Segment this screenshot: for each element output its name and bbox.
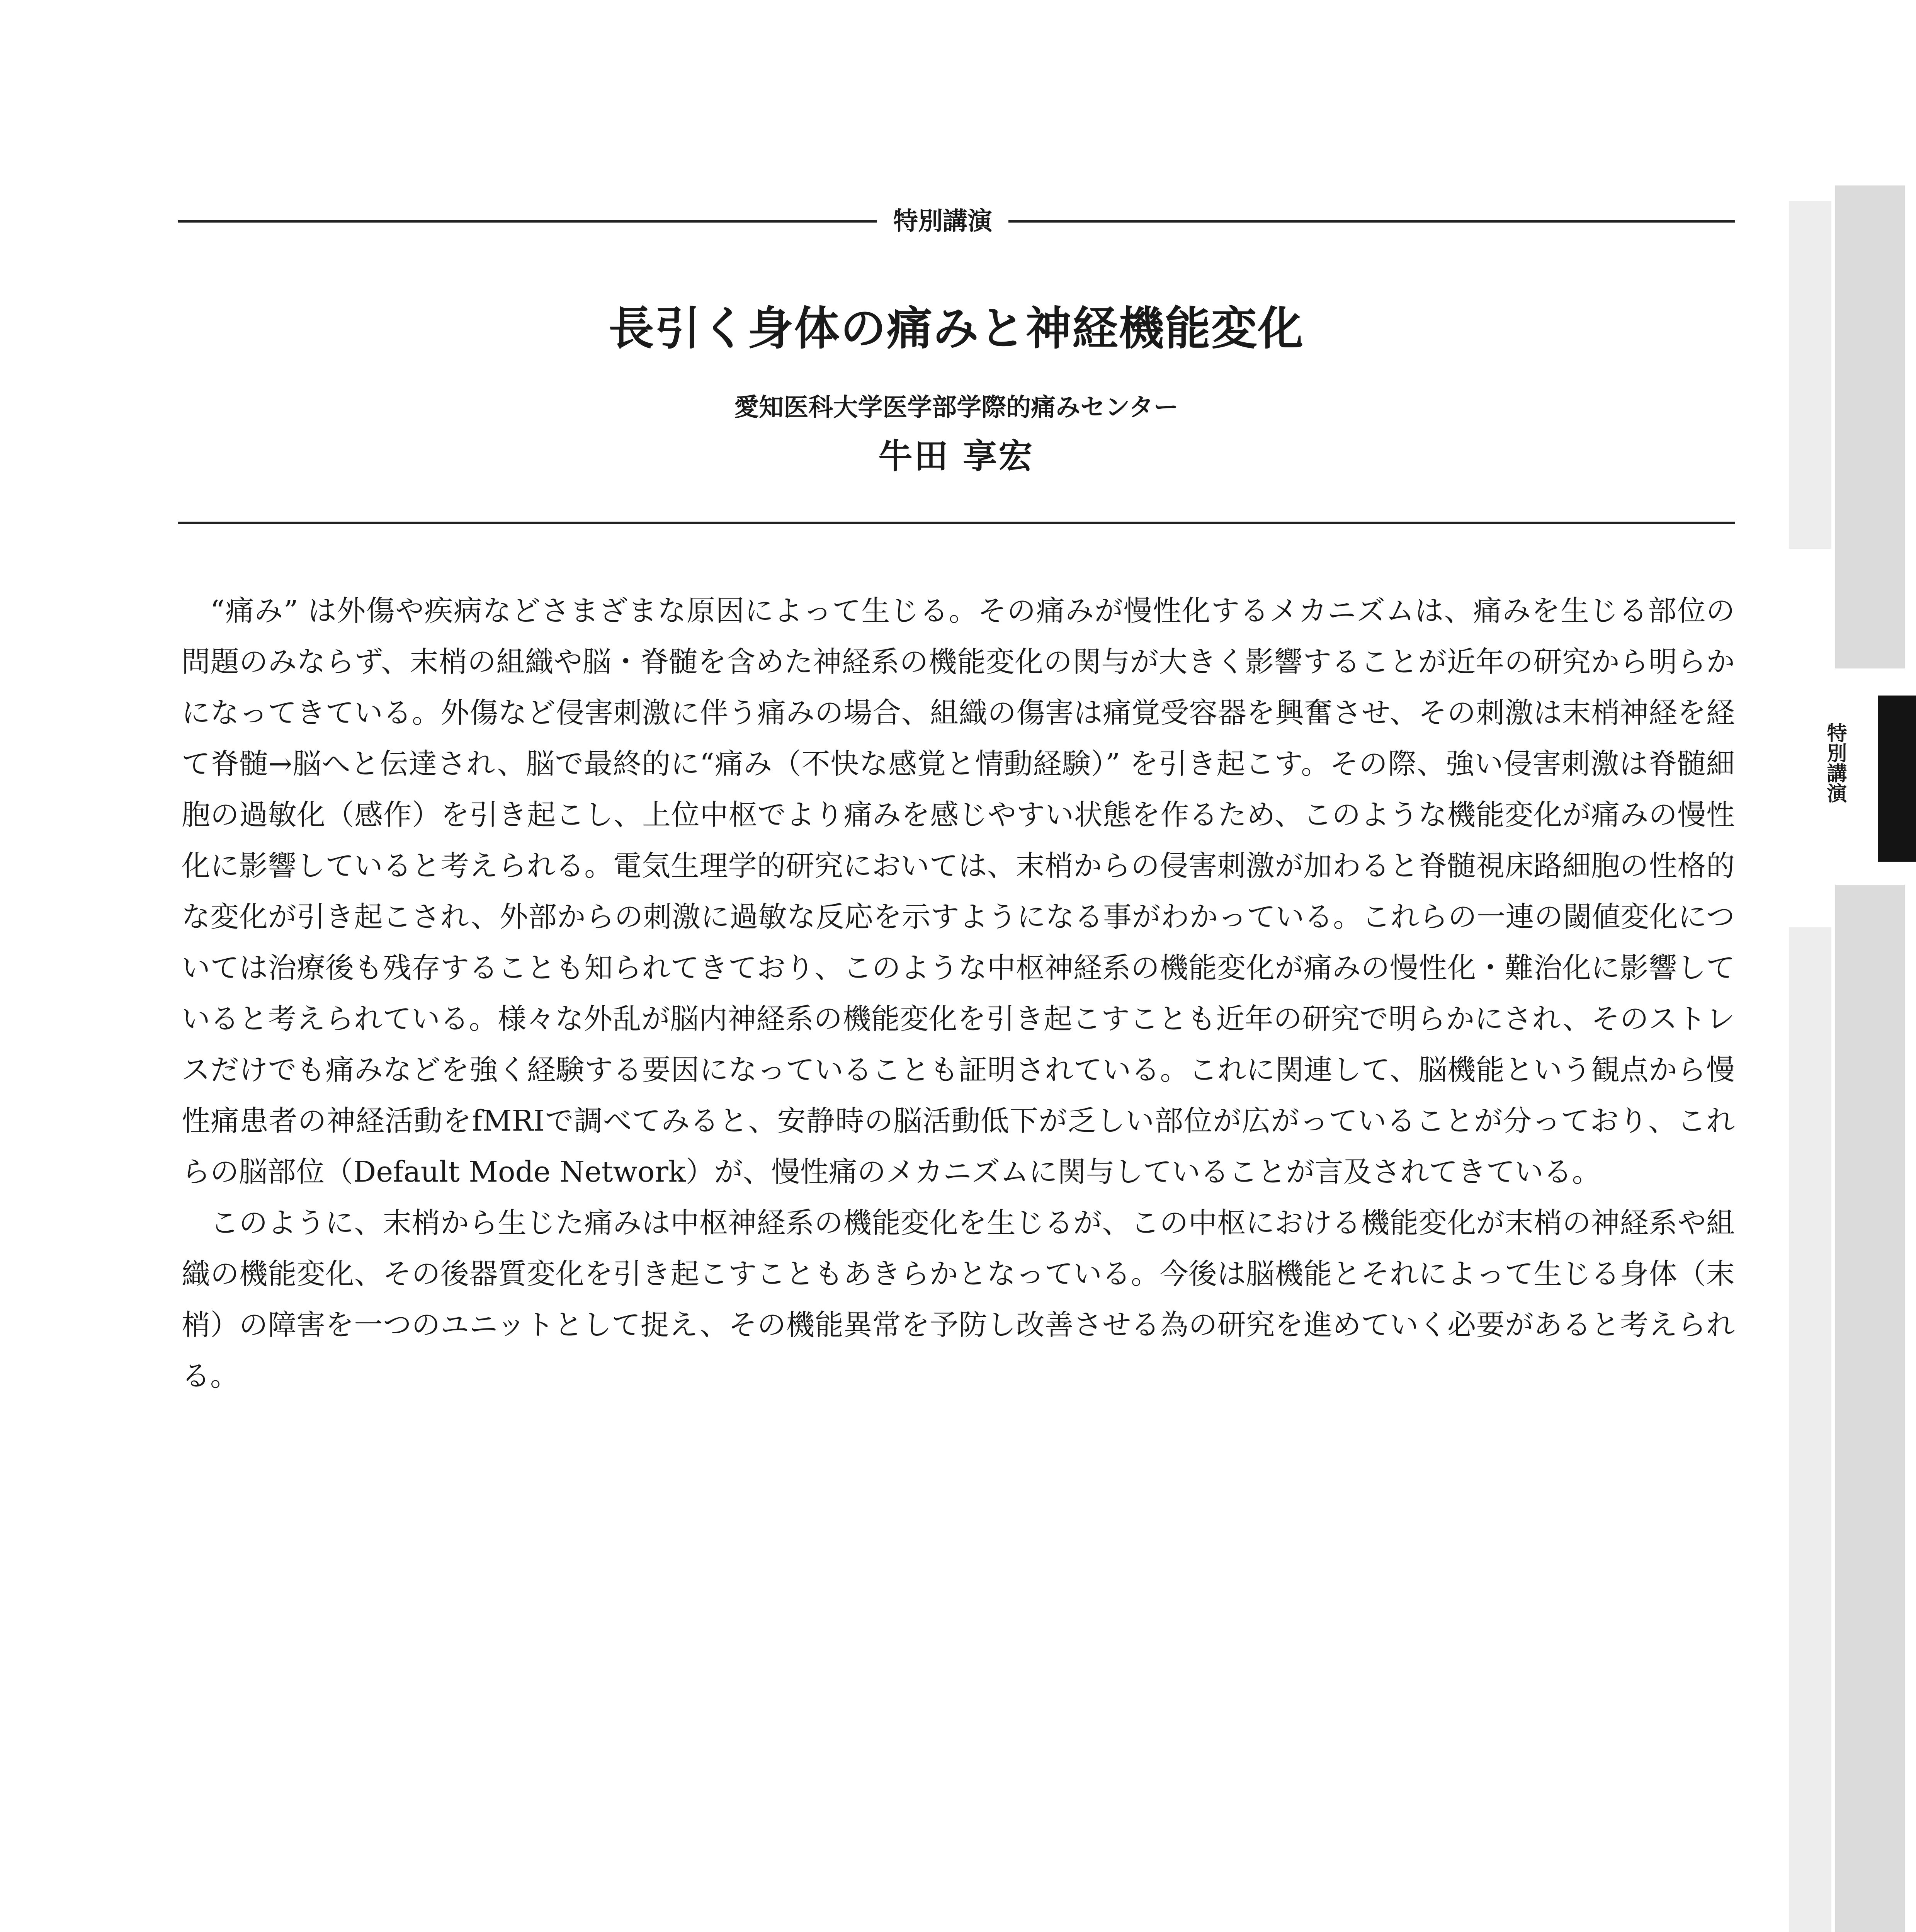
side-index-strip <box>1835 885 1905 1932</box>
author-affiliation: 愛知医科大学医学部学際的痛みセンター <box>734 393 1178 422</box>
side-index-tab-label: 特別講演 <box>1823 723 1846 803</box>
side-index-strip <box>1835 185 1905 668</box>
title-divider <box>178 522 1735 524</box>
side-index-ghost <box>1789 927 1831 1932</box>
side-index-ghost <box>1789 201 1831 549</box>
side-index-active-tab <box>1878 696 1916 862</box>
author-name: 牛田 享宏 <box>878 436 1034 476</box>
body-paragraph: このように、末梢から生じた痛みは中枢神経系の機能変化を生じるが、この中枢における機能変化が末梢の神経系や組織の機能変化、その後器質変化を引き起こすこともあきらかとなっている。今後は脳機能とそれによって生じる身体（末梢）の障害を一つのユニットとして捉え、その機能異常を予防し改善させる為の研究を進めていく必要があると考えられる。 <box>182 1206 1735 1393</box>
article-body <box>182 585 1735 1401</box>
article-title: 長引く身体の痛みと神経機能変化 <box>608 301 1304 355</box>
section-label: 特別講演 <box>877 204 1008 239</box>
body-paragraph: “痛み” は外傷や疾病などさまざまな原因によって生じる。その痛みが慢性化するメカニズムは、痛みを生じる部位の問題のみならず、末梢の組織や脳・脊髄を含めた神経系の機能変化の関与が大きく影響することが近年の研究から明らかになってきている。外傷など侵害刺激に伴う痛みの場合、組織の傷害は痛覚受容器を興奮させ、その刺激は末梢神経を経て脊髄→脳へと伝達され、脳で最終的に“痛み（不快な感覚と情動経験）” を引き起こす。その際、強い侵害刺激は脊髄細胞の過敏化（感作）を引き起こし、上位中枢でより痛みを感じやすい状態を作るため、このような機能変化が痛みの慢性化に影響していると考えられる。電気生理学的研究においては、末梢からの侵害刺激が加わると脊髄視床路細胞の性格的な変化が引き起こされ、外部からの刺激に過敏な反応を示すようになる事がわかっている。これらの一連の閾値変化については治療後も残存することも知られてきており、このような中枢神経系の機能変化が痛みの慢性化・難治化に影響していると考えられている。様々な外乱が脳内神経系の機能変化を引き起こすことも近年の研究で明らかにされ、そのストレスだけでも痛みなどを強く経験する要因になっていることも証明されている。これに関連して、脳機能という観点から慢性痛患者の神経活動をfMRIで調べてみると、安静時の脳活動低下が乏しい部位が広がっていることが分っており、これらの脳部位（Default Mode Network）が、慢性痛のメカニズムに関与していることが言及されてきている。 <box>182 594 1735 1189</box>
